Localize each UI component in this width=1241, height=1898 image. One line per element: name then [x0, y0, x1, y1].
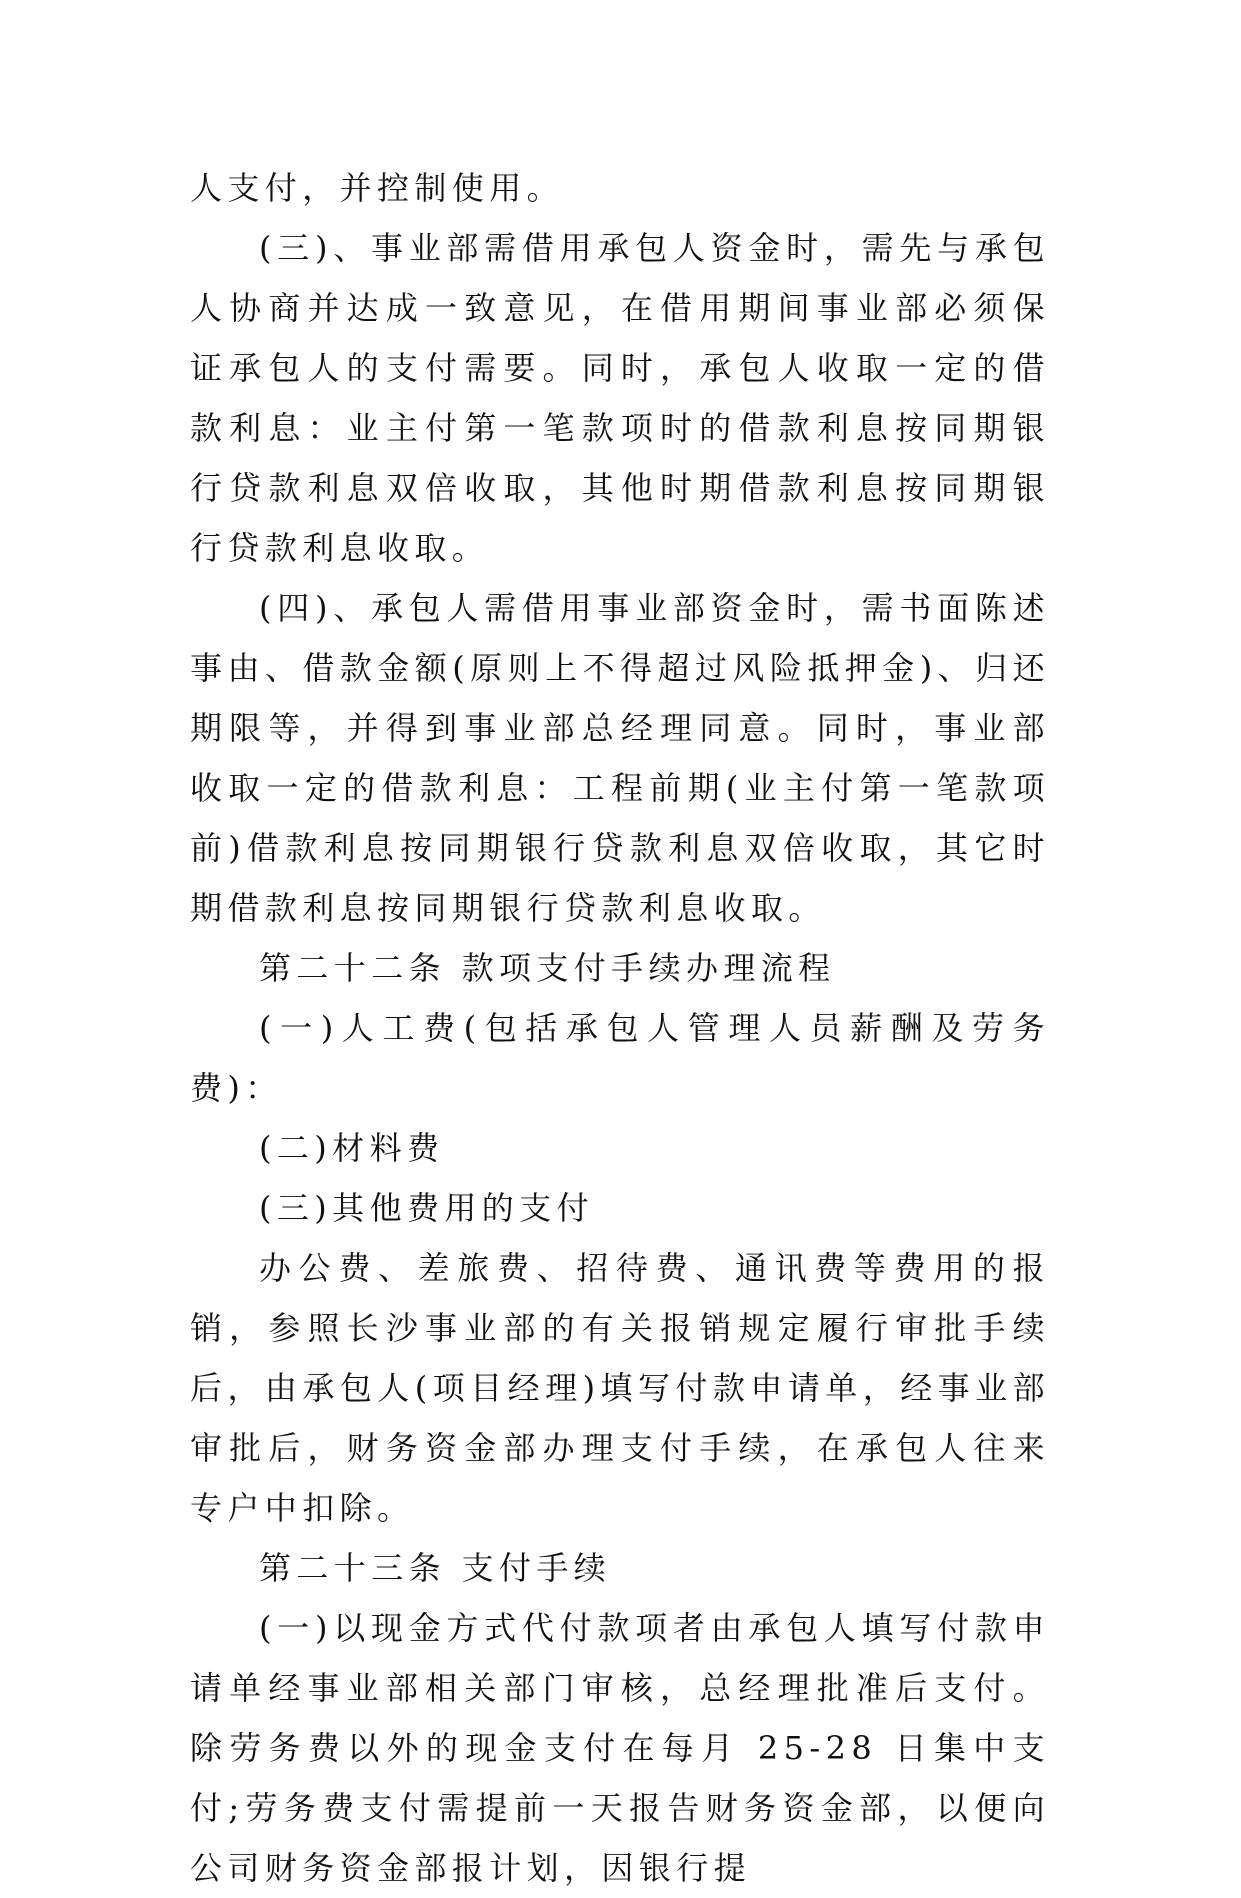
- paragraph-cash-payment: (一)以现金方式代付款项者由承包人填写付款申请单经事业部相关部门审核，总经理批准后支付。除劳务费以外的现金支付在每月 25-28 日集中支付;劳务费支付需提前一天报告财务资金部，以便向公司财务资金部报计划，因银行提: [190, 1609, 1050, 1887]
- article-23-heading: 第二十三条 支付手续: [259, 1549, 612, 1587]
- item-material-cost: (二)材料费: [259, 1129, 445, 1167]
- paragraph-reimbursement: 办公费、差旅费、招待费、通讯费等费用的报销，参照长沙事业部的有关报销规定履行审批手续后，由承包人(项目经理)填写付款申请单，经事业部审批后，财务资金部办理支付手续，在承包人往来专户中扣除。: [190, 1249, 1050, 1527]
- document-body: [190, 158, 1050, 1898]
- article-22-heading: 第二十二条 款项支付手续办理流程: [259, 949, 836, 987]
- paragraph-borrow-division-funds: (四)、承包人需借用事业部资金时，需书面陈述事由、借款金额(原则上不得超过风险抵押金)、归还期限等，并得到事业部总经理同意。同时，事业部收取一定的借款利息：工程前期(业主付第一笔款项前)借款利息按同期银行贷款利息双倍收取，其它时期借款利息按同期银行贷款利息收取。: [190, 589, 1050, 927]
- item-labor-cost: (一)人工费(包括承包人管理人员薪酬及劳务费)：: [190, 1009, 1050, 1107]
- item-other-expenses: (三)其他费用的支付: [259, 1189, 594, 1227]
- paragraph-borrow-contractor-funds: (三)、事业部需借用承包人资金时，需先与承包人协商并达成一致意见，在借用期间事业部必须保证承包人的支付需要。同时，承包人收取一定的借款利息：业主付第一笔款项时的借款利息按同期银行贷款利息双倍收取，其他时期借款利息按同期银行贷款利息收取。: [190, 229, 1050, 567]
- paragraph-continuation: 人支付，并控制使用。: [190, 169, 565, 207]
